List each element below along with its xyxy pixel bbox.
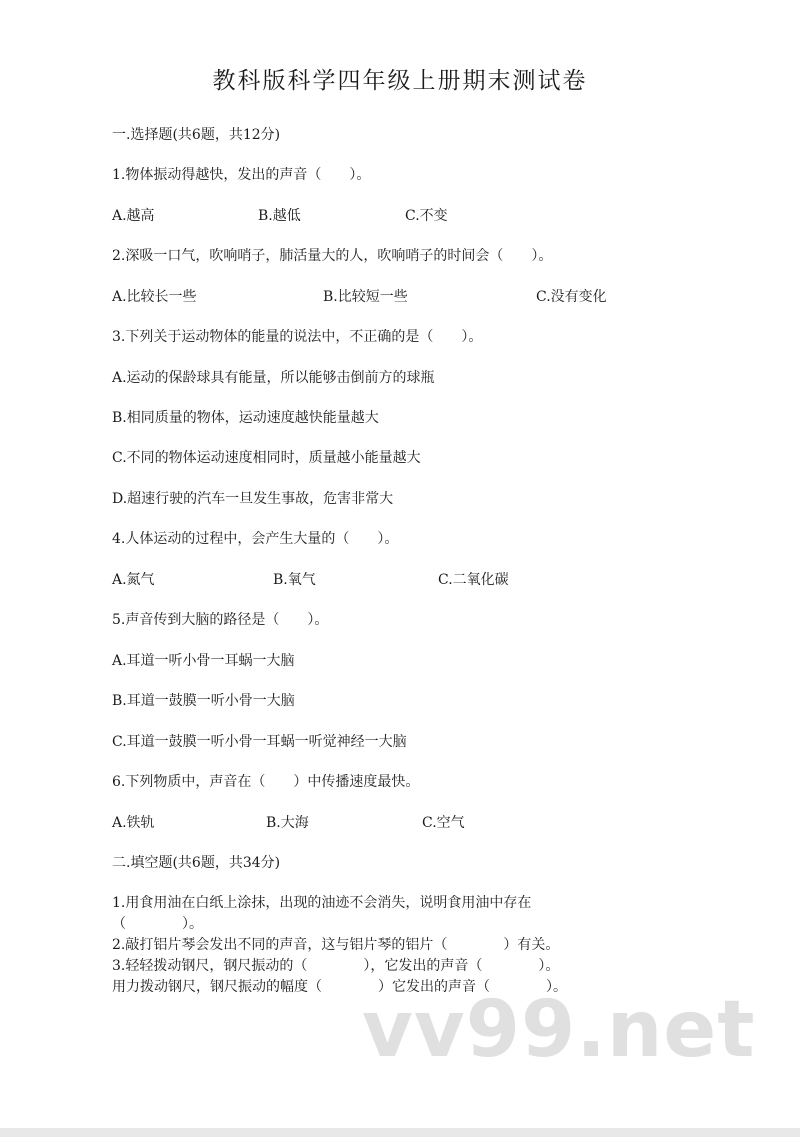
option: C.不变 [405,208,448,224]
watermark: vv99.net [362,985,756,1075]
fill-line: 3.轻轻拨动钢尺，钢尺振动的（ ），它发出的声音（ ）。 [112,958,560,974]
fill-line: 用力拨动钢尺，钢尺振动的幅度（ ）它发出的声音（ ）。 [112,979,567,995]
option: D.超速行驶的汽车一旦发生事故，危害非常大 [112,491,394,507]
question-stem: 3.下列关于运动物体的能量的说法中，不正确的是（ ）。 [112,329,483,345]
option: C.不同的物体运动速度相同时，质量越小能量越大 [112,450,421,466]
option: B.耳道一鼓膜一听小骨一大脑 [112,693,295,709]
question-stem: 5.声音传到大脑的路径是（ ）。 [112,612,329,628]
option: A.比较长一些 [112,289,197,305]
fill-line: （ ）。 [112,916,203,932]
option: C.没有变化 [536,289,607,305]
option: B.氧气 [273,572,316,588]
option: C.二氧化碳 [438,572,509,588]
option: B.越低 [258,208,301,224]
option: A.氮气 [112,572,155,588]
option: B.相同质量的物体，运动速度越快能量越大 [112,410,379,426]
option: A.越高 [112,208,155,224]
option: B.大海 [266,815,309,831]
section-heading-fill: 二.填空题(共6题，共34分) [112,855,281,871]
question-stem: 4.人体运动的过程中，会产生大量的（ ）。 [112,531,399,547]
section-heading-choice: 一.选择题(共6题，共12分) [112,127,281,143]
option: A.运动的保龄球具有能量，所以能够击倒前方的球瓶 [112,370,435,386]
option: A.耳道一听小骨一耳蜗一大脑 [112,653,295,669]
option: C.空气 [422,815,465,831]
question-stem: 6.下列物质中，声音在（ ）中传播速度最快。 [112,774,420,790]
question-stem: 2.深吸一口气，吹响哨子，肺活量大的人，吹响哨子的时间会（ ）。 [112,248,553,264]
fill-line: 1.用食用油在白纸上涂抹，出现的油迹不会消失，说明食用油中存在 [112,895,532,911]
page-bottom-edge [0,1128,800,1137]
option: B.比较短一些 [323,289,408,305]
fill-line: 2.敲打铝片琴会发出不同的声音，这与铝片琴的铝片（ ）有关。 [112,937,560,953]
page-title: 教科版科学四年级上册期末测试卷 [212,68,588,94]
question-stem: 1.物体振动得越快，发出的声音（ ）。 [112,167,371,183]
option: A.铁轨 [112,815,155,831]
option: C.耳道一鼓膜一听小骨一耳蜗一听觉神经一大脑 [112,734,407,750]
